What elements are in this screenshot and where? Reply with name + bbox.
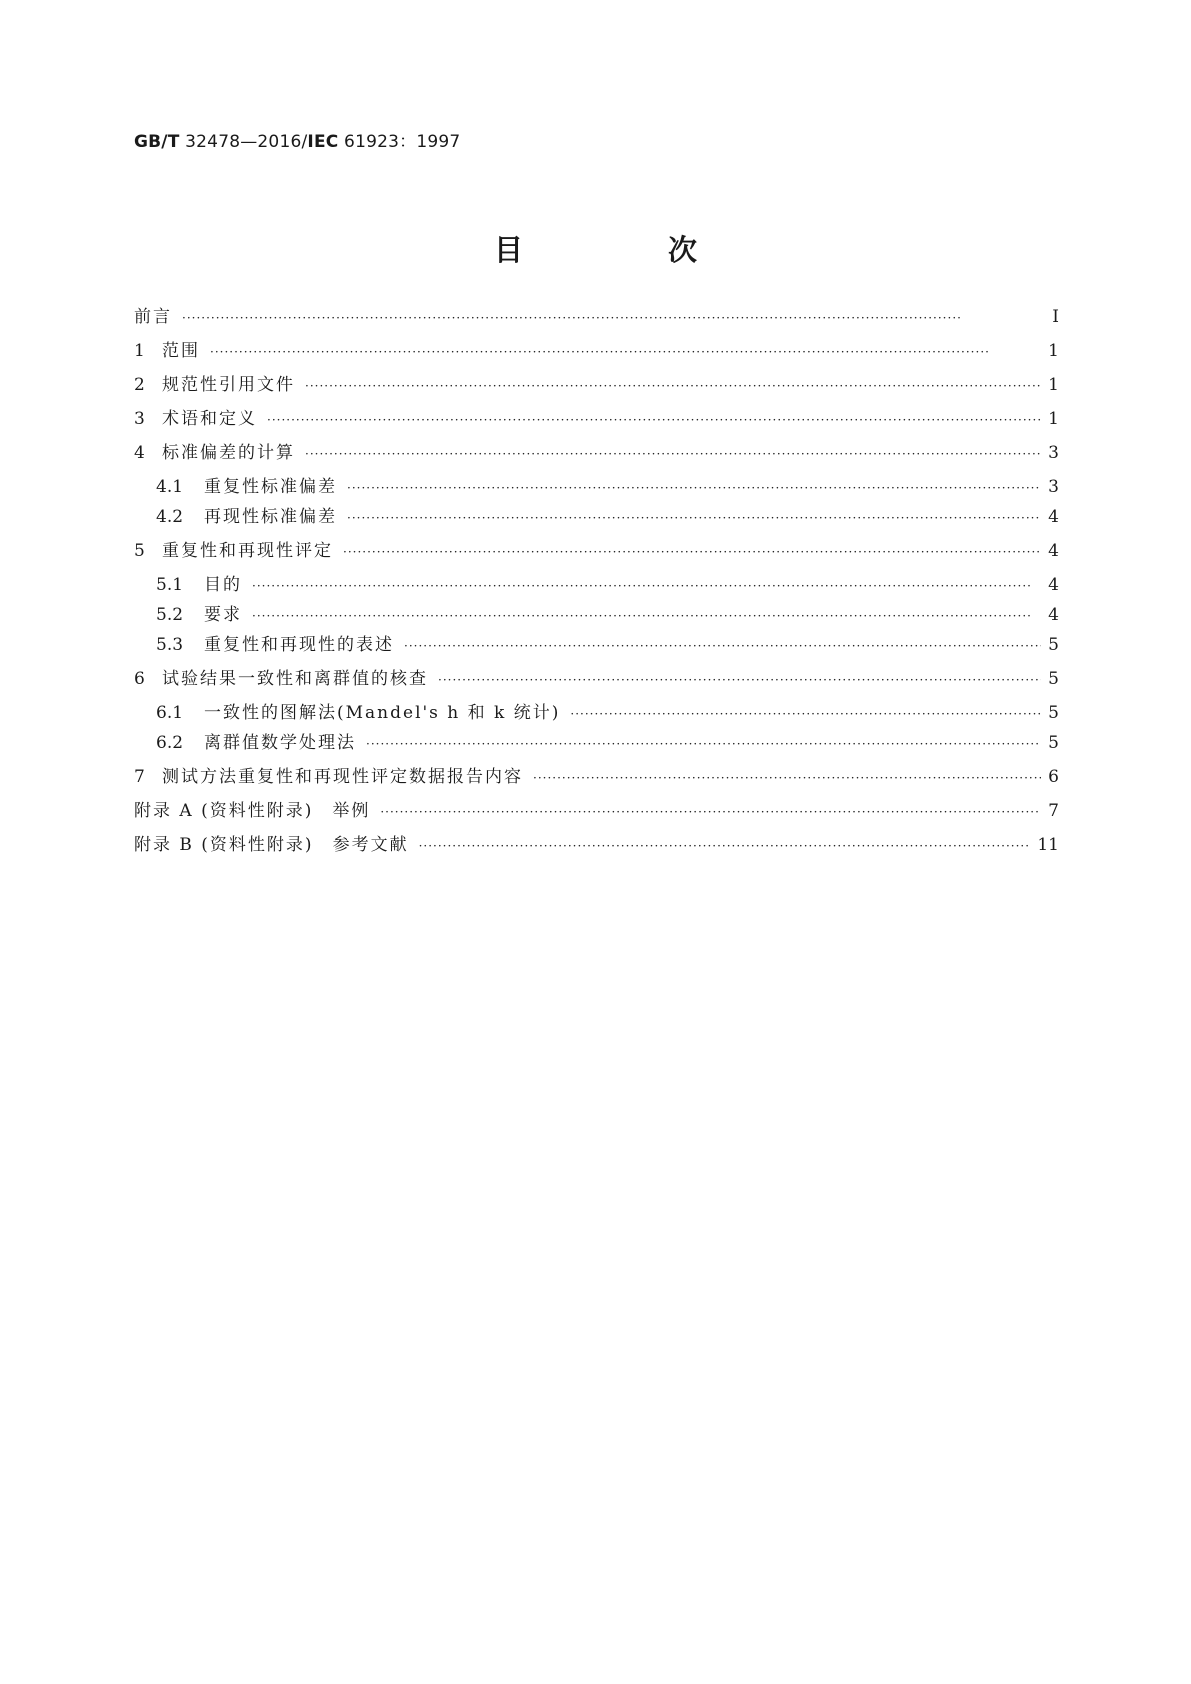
toc-leader [366,732,1041,756]
toc-entry-5-2[interactable] [156,603,1059,627]
toc-entry-number: 3 [134,409,145,429]
toc-entry-page: 5 [1048,733,1059,753]
toc-entry-label: 要求 [204,605,242,625]
toc-leader [305,442,1041,466]
toc-entry-4[interactable] [134,441,1059,465]
toc-entry-page: 11 [1037,835,1059,855]
toc-entry-number: 6.1 [156,703,184,723]
toc-leader [210,340,1041,364]
toc-entry-label: 重复性和再现性评定 [162,541,333,561]
toc-entry-label: 试验结果一致性和离群值的核查 [162,669,428,689]
toc-entry-page: 4 [1048,541,1059,561]
toc-entry-number: 5.2 [156,605,184,625]
toc-entry-3[interactable] [134,407,1059,431]
toc-entry-page: 5 [1048,703,1059,723]
toc-entry-label: 再现性标准偏差 [204,507,337,527]
toc-entry-number: 4.2 [156,507,184,527]
toc-leader [182,306,1041,330]
toc-entry-number: 1 [134,341,145,361]
toc-entry-page: 3 [1048,443,1059,463]
toc-entry-7[interactable] [134,765,1059,789]
toc-leader [252,604,1041,628]
toc-entry-label: 测试方法重复性和再现性评定数据报告内容 [162,767,523,787]
toc-leader [380,800,1041,824]
toc-entry-label: 重复性标准偏差 [204,477,337,497]
toc-entry-appendix-a[interactable] [134,799,1059,823]
toc-entry-label: 术语和定义 [162,409,257,429]
toc-entry-5-1[interactable] [156,573,1059,597]
toc-entry-page: 6 [1048,767,1059,787]
toc-entry-1[interactable] [134,339,1059,363]
toc-entry-appendix-b[interactable] [134,833,1059,857]
page-title: 目 次 [493,233,755,267]
toc-entry-page: 4 [1048,575,1059,595]
toc-entry-4-1[interactable] [156,475,1059,499]
toc-entry-number: 6 [134,669,145,689]
std-number: 32478—2016/ [185,132,308,152]
toc-entry-label: 重复性和再现性的表述 [204,635,394,655]
toc-leader [404,634,1041,658]
toc-entry-page: 7 [1048,801,1059,821]
toc-entry-page: 4 [1048,507,1059,527]
toc-entry-number: 7 [134,767,145,787]
document-code [134,127,460,152]
toc-entry-4-2[interactable] [156,505,1059,529]
toc-leader [533,766,1041,790]
toc-leader [305,374,1041,398]
toc-entry-label: 附录 B (资料性附录) 参考文献 [134,835,409,855]
toc-entry-page: 1 [1048,341,1059,361]
iec-code: IEC [307,132,339,152]
toc-entry-number: 4.1 [156,477,184,497]
toc-entry-number: 4 [134,443,145,463]
toc-entry-6[interactable] [134,667,1059,691]
toc-entry-2[interactable] [134,373,1059,397]
toc-entry-page: 5 [1048,635,1059,655]
toc-entry-page: Ⅰ [1052,307,1059,327]
toc-entry-number: 2 [134,375,145,395]
iec-number: 61923：1997 [344,132,461,152]
toc-entry-label: 范围 [162,341,200,361]
std-code: GB/T [134,132,180,152]
toc-leader [347,506,1041,530]
toc-leader [347,476,1041,500]
toc-entry-number: 6.2 [156,733,184,753]
toc-leader [267,408,1041,432]
toc-entry-label: 一致性的图解法(Mandel's h 和 k 统计) [204,703,561,723]
toc-leader [438,668,1041,692]
toc-entry-page: 3 [1048,477,1059,497]
toc-entry-page: 4 [1048,605,1059,625]
toc-entry-foreword[interactable] [134,305,1059,329]
toc-entry-label: 前言 [134,307,172,327]
toc-entry-5-3[interactable] [156,633,1059,657]
toc-entry-label: 附录 A (资料性附录) 举例 [134,801,371,821]
toc-entry-label: 规范性引用文件 [162,375,295,395]
toc-entry-number: 5.1 [156,575,184,595]
toc-entry-page: 1 [1048,409,1059,429]
toc-entry-number: 5.3 [156,635,184,655]
toc-entry-5[interactable] [134,539,1059,563]
toc-entry-6-2[interactable] [156,731,1059,755]
toc-entry-label: 离群值数学处理法 [204,733,356,753]
toc-leader [570,702,1041,726]
toc-leader [343,540,1041,564]
toc-entry-page: 5 [1048,669,1059,689]
toc-entry-6-1[interactable] [156,701,1059,725]
toc-entry-label: 标准偏差的计算 [162,443,295,463]
toc-leader [419,834,1032,858]
toc-entry-page: 1 [1048,375,1059,395]
toc-entry-number: 5 [134,541,145,561]
toc-leader [252,574,1041,598]
toc-entry-label: 目的 [204,575,242,595]
